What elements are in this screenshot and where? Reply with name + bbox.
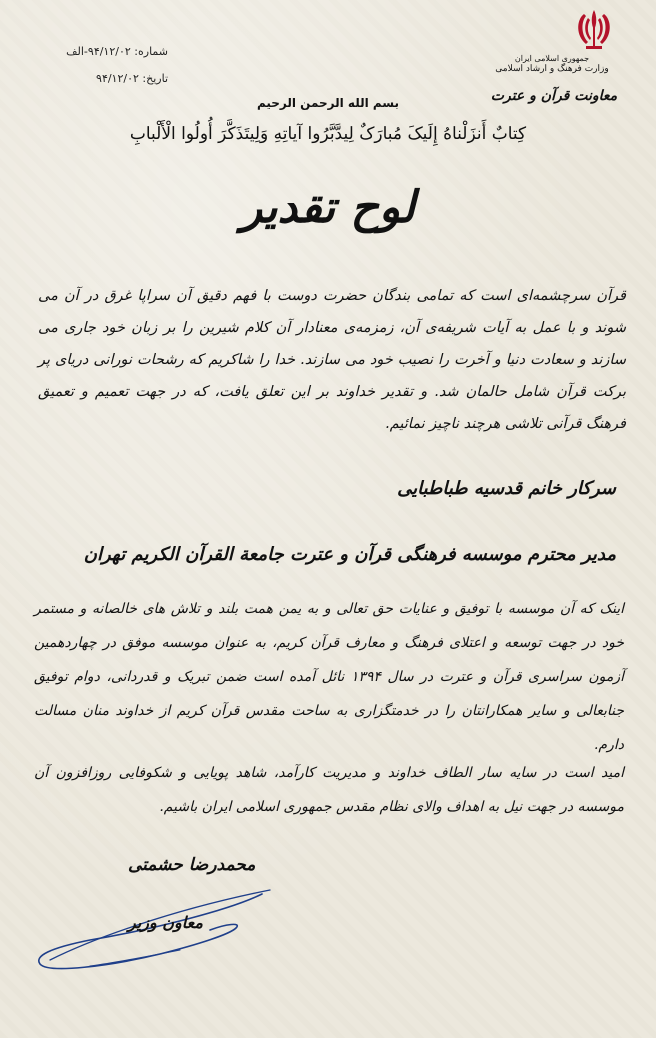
ministry-block: [472, 54, 632, 74]
country-name: جمهوری اسلامی ایران: [514, 54, 590, 63]
document-meta: [8, 38, 168, 92]
recipient-position: مدیر محترم موسسه فرهنگی قرآن و عترت جامعة القرآن الکریم تهران: [83, 544, 616, 565]
document-date: [8, 65, 168, 92]
signer-title: معاون وزیر: [128, 913, 203, 932]
closing-paragraph: امید است در سایه سار الطاف خداوند و مدیریت کارآمد، شاهد پویایی و شکوفایی روزافزون آن موسسه در جهت نیل به اهداف والای نظام مقدس جمهوری اسلامی ایران باشیم.: [34, 765, 624, 815]
certificate-title: لوح تقدیر: [241, 182, 415, 233]
document-number: [8, 38, 168, 65]
quran-verse: کِتابٌ أَنزَلْناهُ إِلَیکَ مُبارَکٌ لِیدَّبَّرُوا آیاتِهِ وَلِیتَذَکَّرَ أُولُوا الْأَلْبابِ: [129, 124, 527, 144]
date-label: تاریخ:: [142, 72, 168, 85]
intro-paragraph: قرآن سرچشمه‌ای است که تمامی بندگان حضرت دوست با فهم دقیق آن سراپا غرق در آن می شوند و با عمل به آیات شریفه‌ی آن، زمزمه‌ی معنادار آن کلام شیرین را بر زبان خود جاری می سازند و سعادت دنیا و آخرت را نصیب خود می سازند. خدا را شاکریم که رشحات نورانی دریای پر برکت قرآن شامل حالمان شد. و تقدیر خداوند بر این تعلق یافت، که در جهت تعمیم و تعمیق فرهنگ قرآنی تلاشی هرچند ناچیز نمائیم.: [38, 288, 626, 432]
basmala: بسم الله الرحمن الرحیم: [256, 96, 400, 110]
number-value: ۹۴/۱۲/۰۲-الف: [66, 45, 131, 58]
date-value: ۹۴/۱۲/۰۲: [96, 72, 139, 85]
number-label: شماره:: [134, 45, 168, 58]
body-paragraph: اینک که آن موسسه با توفیق و عنایات حق تعالی و به یمن همت بلند و تلاش های خالصانه و مستمر خود در جهت توسعه و اعتلای فرهنگ و معارف قرآن کریم، به عنوان موسسه موفق در چهاردهمین آزمون سراسری قرآن و عترت در سال ۱۳۹۴ نائل آمده است ضمن تبریک و قدردانی، دوام توفیق جنابعالی و سایر همکارانتان را در خدمتگزاری به ساحت مقدس قرآن کریم از خداوند منان مسالت دارم.: [34, 601, 624, 753]
iran-emblem-icon: [566, 6, 622, 54]
signer-name: محمدرضا حشمتی: [128, 855, 256, 875]
recipient-name: سرکار خانم قدسیه طباطبایی: [397, 478, 616, 499]
ministry-name: وزارت فرهنگ و ارشاد اسلامی: [495, 64, 609, 74]
deputy-name: معاونت قرآن و عترت: [490, 88, 618, 104]
